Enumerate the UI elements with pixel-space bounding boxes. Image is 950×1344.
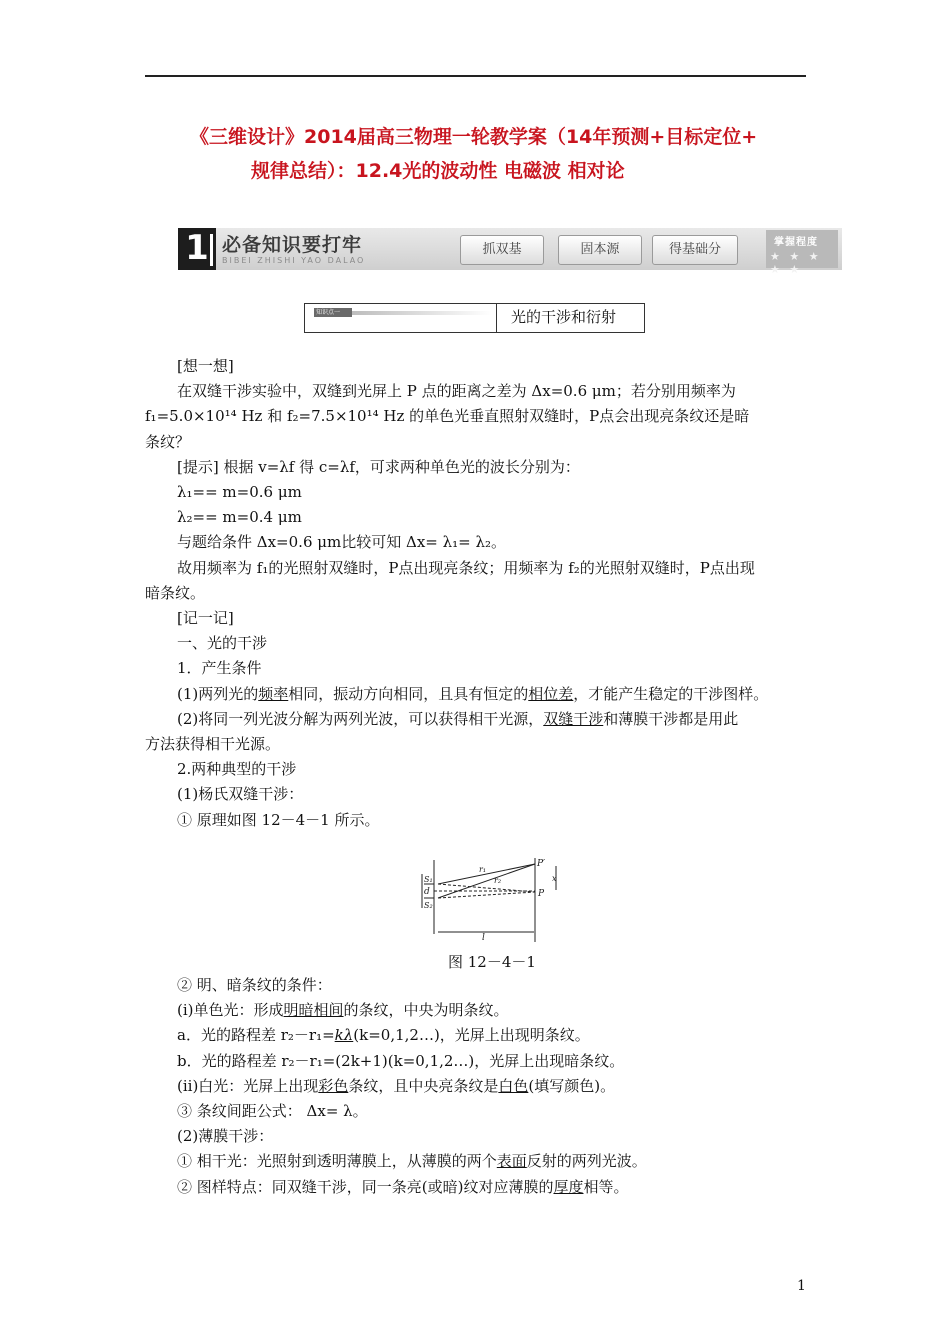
bright-dark-conditions: ② 明、暗条纹的条件： [177, 976, 332, 994]
knowledge-point-box [304, 303, 645, 333]
tag-gradient-bar [352, 311, 492, 315]
pattern-feature-line: ② 图样特点：同双缝干涉，同一条亮(或暗)纹对应薄膜的厚度相等。 [177, 1177, 629, 1196]
hint-line: [提示] 根据 v=λf 得 c=λf，可求两种单色光的波长分别为： [177, 457, 580, 476]
label-x: x [552, 874, 557, 883]
double-slit-diagram [416, 856, 564, 950]
heading-young: (1)杨氏双缝干涉： [177, 785, 304, 804]
tab-basics: 抓双基 [460, 235, 544, 265]
bright-fringe-line: a．光的路程差 r₂－r₁=kλ(k=0,1,2…)，光屏上出现明条纹。 [177, 1026, 590, 1045]
conclusion-line-2: 暗条纹。 [145, 583, 206, 602]
figure-caption: 图 12－4－1 [448, 953, 536, 971]
condition-2: (2)将同一列光波分解为两列光波，可以获得相干光源，双缝干涉和薄膜干涉都是用此 [177, 709, 739, 728]
title-line-1: 《三维设计》2014届高三物理一轮教学案（14年预测+目标定位+ [190, 126, 758, 148]
section-heading: 必备知识要打牢 [222, 234, 363, 256]
tab-foundation: 固本源 [558, 235, 642, 265]
question-line-3: 条纹？ [145, 432, 191, 451]
document-title [145, 120, 806, 188]
label-r1: r₁ [479, 865, 487, 874]
content-section-1 [145, 354, 810, 833]
title-line-2: 规律总结）：12.4光的波动性 电磁波 相对论 [251, 160, 625, 182]
header-rule [145, 75, 806, 77]
remember-label: [记一记] [177, 609, 234, 628]
conclusion-line-1: 故用频率为 f₁的光照射双缝时，P点出现亮条纹；用频率为 f₂的光照射双缝时，P点出现 [177, 558, 755, 577]
label-l: l [482, 933, 485, 943]
wavelength-2: λ₂== m=0.4 μm [177, 508, 302, 527]
heading-interference: 一、光的干涉 [177, 634, 268, 653]
monochromatic-line: (ⅰ)单色光：形成明暗相间的条纹，中央为明条纹。 [177, 1001, 509, 1020]
section-number: 1 [178, 228, 216, 270]
label-d: d [424, 887, 430, 897]
white-light-line: (ⅱ)白光：光屏上出现彩色条纹，且中央亮条纹是白色(填写颜色)。 [177, 1076, 616, 1095]
condition-2-cont: 方法获得相干光源。 [145, 735, 281, 754]
dark-fringe-line: b．光的路程差 r₂－r₁=(2k+1)(k=0,1,2…)，光屏上出现暗条纹。 [177, 1051, 625, 1070]
label-s2: S₂ [424, 901, 433, 910]
question-line-1: 在双缝干涉实验中，双缝到光屏上 P 点的距离之差为 Δx=0.6 μm；若分别用频率为 [177, 382, 736, 401]
principle-line: ① 原理如图 12－4－1 所示。 [177, 810, 380, 829]
heading-thin-film: (2)薄膜干涉： [177, 1127, 274, 1146]
think-label: [想一想] [177, 357, 234, 375]
knowledge-tag: 知识点一 [314, 308, 352, 317]
heading-two-types: 2.两种典型的干涉 [177, 760, 297, 779]
heading-conditions: 1．产生条件 [177, 659, 262, 678]
label-p-prime: P′ [537, 859, 546, 869]
mastery-label: 掌握程度 [774, 237, 818, 248]
mastery-badge [766, 230, 838, 276]
knowledge-topic: 光的干涉和衍射 [511, 308, 617, 326]
section-pinyin: BIBEI ZHISHI YAO DALAO [222, 256, 366, 265]
comparison-line: 与题给条件 Δx=0.6 μm比较可知 Δx= λ₁= λ₂。 [177, 533, 506, 552]
tab-points: 得基础分 [652, 235, 738, 265]
content-section-2 [145, 973, 810, 1200]
label-s1: S₁ [424, 875, 433, 884]
label-p: P [538, 889, 545, 899]
wavelength-1: λ₁== m=0.6 μm [177, 483, 302, 502]
condition-1: (1)两列光的频率相同，振动方向相同，且具有恒定的相位差，才能产生稳定的干涉图样。 [177, 684, 769, 703]
question-line-2: f₁=5.0×10¹⁴ Hz 和 f₂=7.5×10¹⁴ Hz 的单色光垂直照射双缝时，P点会出现亮条纹还是暗 [145, 407, 750, 426]
spacing-formula: ③ 条纹间距公式： Δx= λ。 [177, 1102, 368, 1121]
coherent-light-line: ① 相干光：光照射到透明薄膜上，从薄膜的两个表面反射的两列光波。 [177, 1152, 647, 1171]
page-number: 1 [797, 1278, 806, 1294]
star-icons: ★ ★ ★ ★ ★ [770, 250, 822, 276]
section-banner [178, 228, 842, 276]
label-r2: r₂ [494, 876, 502, 885]
